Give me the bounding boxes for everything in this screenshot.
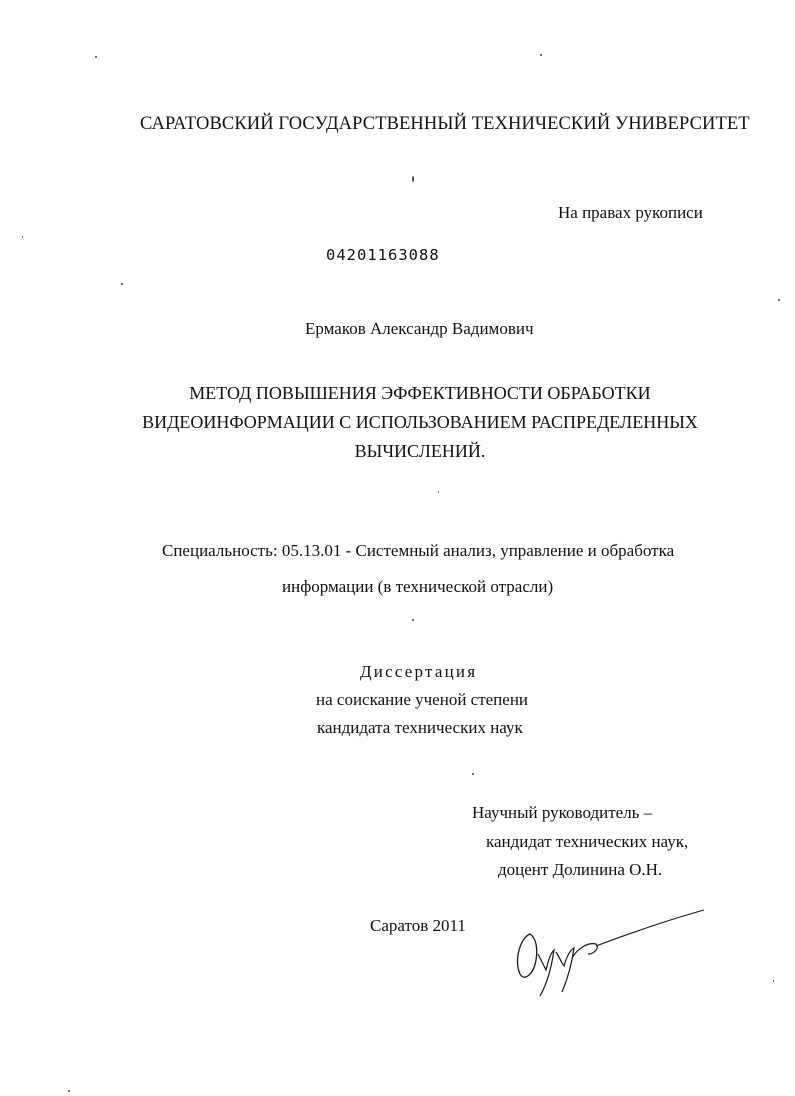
- scan-speck: [121, 283, 123, 285]
- title-line: ВИДЕОИНФОРМАЦИИ С ИСПОЛЬЗОВАНИЕМ РАСПРЕДЕЛЕННЫХ: [142, 412, 698, 432]
- manuscript-rights-note: На правах рукописи: [558, 203, 703, 222]
- dissertation-title: [120, 379, 720, 466]
- degree-line-2: кандидата технических наук: [317, 718, 523, 737]
- scan-speck: [95, 56, 97, 58]
- title-line: ВЫЧИСЛЕНИЙ.: [354, 441, 486, 461]
- scan-speck: [773, 980, 774, 982]
- specialty-line-1: Специальность: 05.13.01 - Системный анализ, управление и обработка: [162, 541, 675, 560]
- university-name: САРАТОВСКИЙ ГОСУДАРСТВЕННЫЙ ТЕХНИЧЕСКИЙ УНИВЕРСИТЕТ: [140, 114, 750, 134]
- specialty-line-2: информации (в технической отрасли): [282, 577, 554, 596]
- scan-speck: [472, 773, 474, 775]
- signature-image: [508, 904, 708, 1004]
- city-year: Саратов 2011: [370, 916, 466, 935]
- title-line: МЕТОД ПОВЫШЕНИЯ ЭФФЕКТИВНОСТИ ОБРАБОТКИ: [189, 383, 651, 403]
- author-name: Ермаков Александр Вадимович: [305, 319, 534, 338]
- scan-speck: [412, 176, 414, 182]
- degree-line-1: на соискание ученой степени: [316, 690, 529, 709]
- work-type: Диссертация: [360, 662, 478, 681]
- scan-speck: [22, 236, 23, 238]
- scan-speck: [540, 54, 542, 56]
- scan-speck: [438, 491, 439, 493]
- supervisor-line-2: кандидат технических наук,: [486, 832, 689, 851]
- scan-speck: [778, 299, 780, 301]
- supervisor-line-1: Научный руководитель –: [472, 803, 653, 822]
- supervisor-line-3: доцент Долинина О.Н.: [498, 860, 663, 879]
- registration-code: 04201163088: [326, 246, 440, 264]
- scan-speck: [68, 1090, 70, 1092]
- scan-speck: [412, 619, 414, 621]
